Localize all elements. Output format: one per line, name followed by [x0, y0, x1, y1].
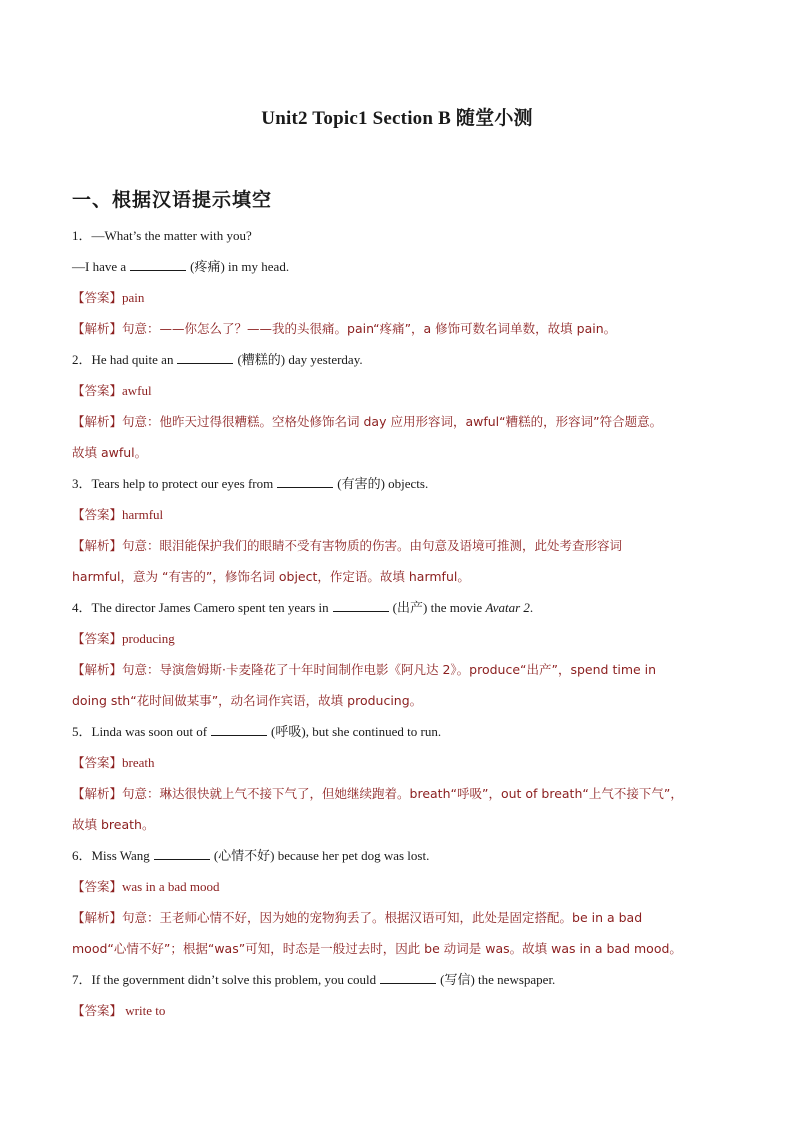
answer-blank [154, 847, 210, 860]
answer-blank [333, 599, 389, 612]
explanation-3-line-2 [72, 567, 722, 598]
question-text: —I have a [72, 259, 127, 274]
question-text: 6．Miss Wang [72, 848, 150, 863]
question-text: (疼痛) in my head. [190, 259, 290, 274]
movie-title: Avatar 2 [485, 600, 530, 615]
explanation-tag: 【解析】 [72, 662, 123, 677]
answer-tag: 【答案】 [72, 879, 123, 894]
answer-blank [130, 258, 186, 271]
question-text: 5．Linda was soon out of [72, 724, 208, 739]
answer-5 [72, 753, 722, 784]
answer-tag: 【答案】 [72, 631, 123, 646]
answer-tag: 【答案】 [72, 290, 123, 305]
explanation-2 [72, 412, 722, 443]
explanation-text: 句意：他昨天过得很糟糕。空格处修饰名词 day 应用形容词，awful“糟糕的，形容词”符合题意。 [122, 414, 663, 429]
answer-blank [177, 351, 233, 364]
question-text: (有害的) objects. [337, 476, 429, 491]
answer-3 [72, 505, 722, 536]
question-7 [72, 970, 722, 1001]
explanation-text: 故填 breath。 [72, 817, 155, 832]
question-5 [72, 722, 722, 753]
explanation-5-line-2 [72, 815, 722, 846]
answer-4 [72, 629, 722, 660]
answer-tag: 【答案】 [72, 507, 123, 522]
question-text: (出产) the movie [392, 600, 483, 615]
question-4 [72, 598, 722, 629]
question-text: (呼吸), but she continued to run. [271, 724, 442, 739]
question-1 [72, 226, 722, 257]
explanation-text: 故填 awful。 [72, 445, 148, 460]
answer-text: was in a bad mood [122, 879, 220, 894]
explanation-5 [72, 784, 722, 815]
question-text: . [529, 600, 534, 615]
explanation-4-line-2 [72, 691, 722, 722]
explanation-6 [72, 908, 722, 939]
answer-1 [72, 288, 722, 319]
answer-tag: 【答案】 [72, 1003, 123, 1018]
answer-tag: 【答案】 [72, 755, 123, 770]
question-6 [72, 846, 722, 877]
explanation-tag: 【解析】 [72, 910, 123, 925]
explanation-2-line-2 [72, 443, 722, 474]
question-list [72, 226, 722, 1032]
explanation-3 [72, 536, 722, 567]
answer-text: producing [122, 631, 175, 646]
explanation-tag: 【解析】 [72, 786, 123, 801]
answer-blank [211, 723, 267, 736]
question-text: 1．—What’s the matter with you? [72, 228, 252, 243]
explanation-text: 句意：琳达很快就上气不接下气了，但她继续跑着。breath“呼吸”，out of breath“上气不接下气”， [122, 786, 683, 801]
explanation-tag: 【解析】 [72, 538, 123, 553]
question-text: 3．Tears help to protect our eyes from [72, 476, 274, 491]
explanation-tag: 【解析】 [72, 414, 123, 429]
question-1-line-2 [72, 257, 722, 288]
explanation-text: 句意：——你怎么了？——我的头很痛。pain“疼痛”，a 修饰可数名词单数，故填 pain。 [122, 321, 617, 336]
answer-text: write to [122, 1003, 166, 1018]
explanation-1 [72, 319, 722, 350]
explanation-text: 句意：王老师心情不好，因为她的宠物狗丢了。根据汉语可知，此处是固定搭配。be in a bad [122, 910, 643, 925]
answer-text: harmful [122, 507, 164, 522]
question-text: (糟糕的) day yesterday. [237, 352, 363, 367]
answer-6 [72, 877, 722, 908]
answer-blank [380, 971, 436, 984]
explanation-tag: 【解析】 [72, 321, 123, 336]
explanation-text: harmful，意为 “有害的”，修饰名词 object，作定语。故填 harmful。 [72, 569, 470, 584]
answer-text: awful [122, 383, 152, 398]
explanation-6-line-2 [72, 939, 722, 970]
explanation-text: mood“心情不好”；根据“was”可知，时态是一般过去时，因此 be 动词是 was。故填 was in a bad mood。 [72, 941, 682, 956]
answer-2 [72, 381, 722, 412]
answer-7 [72, 1001, 722, 1032]
explanation-text: 句意：眼泪能保护我们的眼睛不受有害物质的伤害。由句意及语境可推测，此处考查形容词 [122, 538, 623, 553]
answer-text: breath [122, 755, 155, 770]
section-heading: 一、根据汉语提示填空 [72, 189, 273, 211]
question-3 [72, 474, 722, 505]
question-text: 2．He had quite an [72, 352, 174, 367]
question-text: 7．If the government didn’t solve this problem, you could [72, 972, 377, 987]
explanation-text: doing sth“花时间做某事”，动名词作宾语，故填 producing。 [72, 693, 423, 708]
question-2 [72, 350, 722, 381]
answer-tag: 【答案】 [72, 383, 123, 398]
question-text: (写信) the newspaper. [440, 972, 556, 987]
explanation-4 [72, 660, 722, 691]
answer-blank [277, 475, 333, 488]
question-text: 4．The director James Camero spent ten years in [72, 600, 329, 615]
question-text: (心情不好) because her pet dog was lost. [213, 848, 430, 863]
answer-text: pain [122, 290, 145, 305]
page-title: Unit2 Topic1 Section B 随堂小测 [261, 108, 533, 129]
explanation-text: 句意：导演詹姆斯·卡麦隆花了十年时间制作电影《阿凡达 2》。produce“出产”，spend time in [122, 662, 657, 677]
